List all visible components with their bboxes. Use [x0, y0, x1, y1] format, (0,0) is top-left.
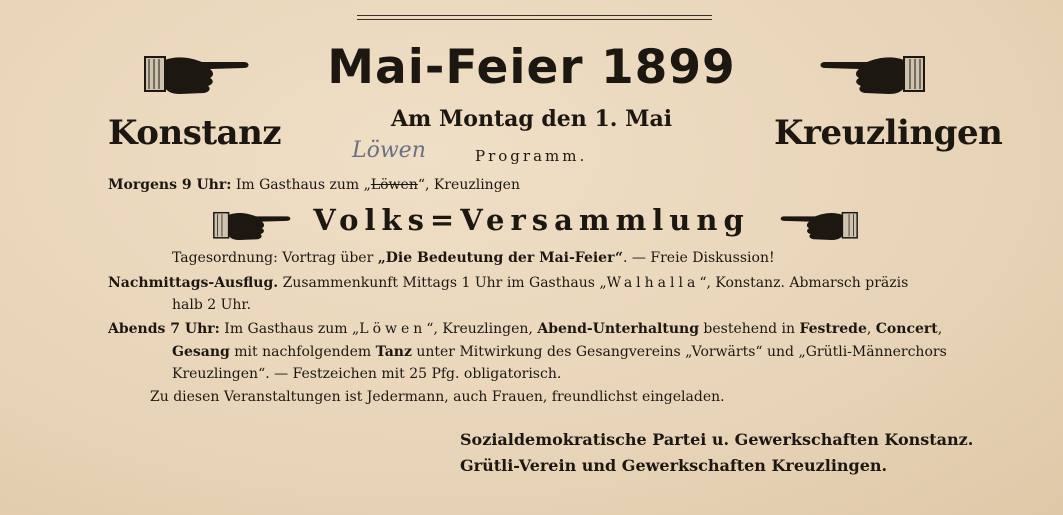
evening-text-4: ,: [866, 321, 876, 337]
poster-title: Mai-Feier 1899: [327, 40, 736, 95]
evening-label: Abends 7 Uhr:: [108, 321, 220, 337]
evening-text-3: bestehend in: [698, 321, 800, 337]
morning-text: Im Gasthaus zum „: [231, 177, 371, 193]
top-rule: [357, 19, 712, 20]
agenda-text-end: . — Freie Diskussion!: [623, 250, 775, 266]
evening-line-1: [108, 321, 942, 337]
afternoon-line-2: halb 2 Uhr.: [172, 297, 252, 313]
afternoon-label: Nachmittags-Ausflug.: [108, 275, 279, 291]
struck-venue: Löwen: [370, 177, 418, 193]
morning-line: [108, 177, 520, 193]
evening-bold-5: Tanz: [375, 344, 412, 360]
top-rule: [357, 15, 712, 16]
afternoon-text: Zusammenkunft Mittags 1 Uhr im Gasthaus „: [278, 275, 607, 291]
evening-bold-4: Gesang: [172, 344, 230, 360]
evening-text-5: ,: [937, 321, 943, 337]
afternoon-line: [108, 275, 908, 291]
evening-text-7: unter Mitwirkung des Gesangvereins „Vorwärts“ und „Grütli-Männerchors: [411, 344, 947, 360]
evening-text: Im Gasthaus zum „: [219, 321, 360, 337]
assembly-heading: Volks=Versammlung: [313, 203, 750, 237]
date-line: Am Montag den 1. Mai: [390, 106, 673, 132]
evening-bold-2: Festrede: [799, 321, 867, 337]
evening-line-2: [172, 344, 947, 360]
evening-bold-3: Concert: [875, 321, 938, 337]
signature-2: Grütli-Verein und Gewerkschaften Kreuzlingen.: [460, 456, 888, 475]
signature-1: Sozialdemokratische Partei u. Gewerkschaften Konstanz.: [460, 430, 974, 449]
morning-text-end: “, Kreuzlingen: [417, 177, 520, 193]
evening-bold-1: Abend-Unterhaltung: [537, 321, 699, 337]
agenda-text: Tagesordnung: Vortrag über: [172, 250, 378, 266]
agenda-topic: „Die Bedeutung der Mai-Feier“: [377, 250, 624, 266]
agenda-line: [172, 250, 775, 266]
afternoon-venue: Walhalla: [606, 275, 700, 291]
programm-heading: Programm.: [475, 147, 588, 165]
morning-label: Morgens 9 Uhr:: [108, 177, 232, 193]
city-left: Konstanz: [108, 113, 282, 153]
evening-line-3: Kreuzlingen“. — Festzeichen mit 25 Pfg. obligatorisch.: [172, 366, 562, 382]
evening-text-6: mit nachfolgendem: [229, 344, 376, 360]
invitation-line: Zu diesen Veranstaltungen ist Jedermann, auch Frauen, freundlichst eingeladen.: [150, 389, 725, 405]
handwritten-note: Löwen: [352, 138, 426, 163]
evening-venue: Löwen: [359, 321, 427, 337]
afternoon-text-end: “, Konstanz. Abmarsch präzis: [699, 275, 909, 291]
city-right: Kreuzlingen: [774, 113, 1003, 153]
evening-text-2: “, Kreuzlingen,: [426, 321, 538, 337]
